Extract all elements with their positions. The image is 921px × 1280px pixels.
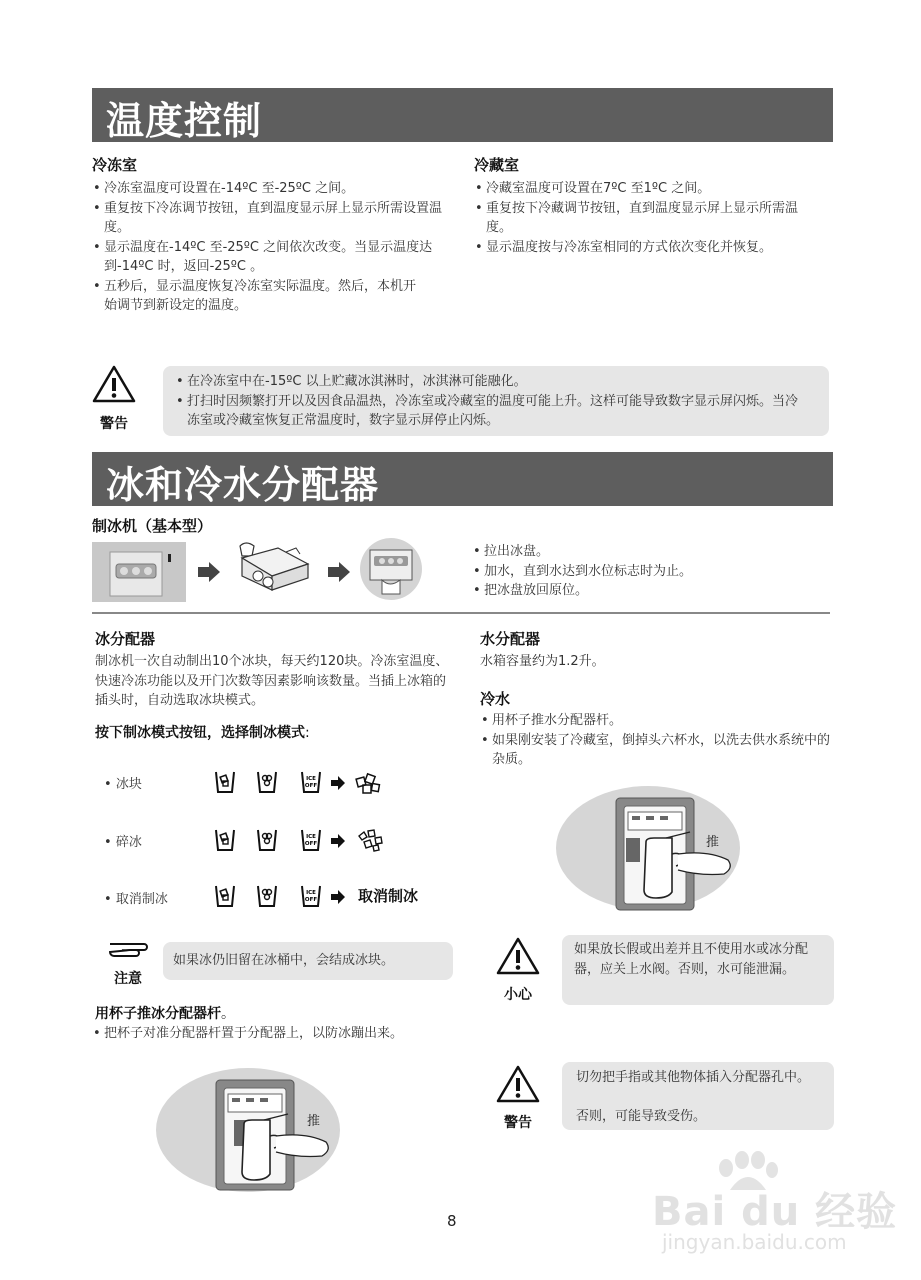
cold-water-list: [480, 711, 832, 770]
list-item: • 把杯子对准分配器杆置于分配器上，以防冰蹦出来。: [92, 1024, 462, 1044]
list-item: • 显示温度在-14ºC 至-25ºC 之间依次改变。当显示温度达到-14ºC 时，返回-25ºC 。: [92, 238, 442, 277]
section-banner-temperature: [92, 88, 833, 142]
icemaker-steps: [472, 542, 812, 601]
ice-off-button-icon[interactable]: [299, 828, 323, 852]
fridge-block: [474, 154, 824, 257]
tray-return-illustration: [358, 536, 424, 602]
svg-text:OFF: OFF: [304, 783, 318, 789]
warning-block-1: [88, 364, 140, 433]
mode-heading-text: 按下制冰模式按钮，选择制冰模式: [95, 725, 305, 741]
watermark-url: jingyan.baidu.com: [662, 1230, 847, 1254]
note-text: 如果冰仍旧留在冰桶中，会结成冰块。: [173, 953, 395, 968]
section-title: 温度控制: [106, 99, 263, 143]
cup-push-heading-dot: 。: [221, 1006, 235, 1022]
warning-triangle-icon: [91, 364, 137, 404]
list-item: • 用杯子推水分配器杆。: [480, 711, 832, 731]
cancel-ice-result: 取消制冰: [358, 887, 419, 905]
right-arrow-icon: [198, 562, 220, 582]
freezer-heading: 冷冻室: [92, 156, 138, 174]
crushed-ice-icon: [355, 828, 385, 854]
warning-box-2: [562, 1062, 834, 1130]
note-box: [163, 942, 453, 980]
push-label: 推: [307, 1114, 321, 1129]
right-arrow-icon: [331, 776, 345, 790]
list-item: • 五秒后，显示温度恢复冷冻室实际温度。然后，本机开始调节到新设定的温度。: [92, 277, 422, 316]
caution-block: [492, 936, 544, 1004]
note-block: [104, 938, 152, 988]
section-banner-dispenser: [92, 452, 833, 506]
warning-box-1: [163, 366, 829, 436]
cubed-ice-button-icon[interactable]: [213, 828, 237, 852]
ice-dispenser-illustration: [156, 1066, 346, 1196]
watermark-brand: Bai du 经验: [652, 1189, 898, 1235]
warning-label: 警告: [504, 1115, 532, 1131]
right-arrow-icon: [328, 562, 350, 582]
ice-off-button-icon[interactable]: [299, 770, 323, 794]
cup-push-heading-text: 用杯子推冰分配器杆: [95, 1006, 221, 1022]
mode-label-off: • 取消制冰: [104, 892, 168, 907]
page-number: 8: [447, 1212, 457, 1230]
ice-cubes-icon: [355, 772, 381, 796]
svg-text:ICE: ICE: [306, 776, 316, 782]
note-label: 注意: [114, 971, 142, 987]
ice-dispenser-text: 制冰机一次自动制出10个冰块，每天约120块。冷冻室温度、快速冷冻功能以及开门次数等因素影响该数量。当插上冰箱的插头时，自动选取冰块模式。: [95, 654, 449, 708]
mode-label-crushed: • 碎冰: [104, 835, 142, 850]
mode-label-text: 碎冰: [115, 835, 142, 850]
list-item: • 加水，直到水达到水位标志时为止。: [472, 562, 812, 582]
ice-off-button-icon[interactable]: [299, 884, 323, 908]
warning-text-line2: 否则，可能导致受伤。: [576, 1109, 707, 1124]
cup-push-heading: [95, 1003, 235, 1023]
right-arrow-icon: [331, 834, 345, 848]
mode-label-text: 冰块: [115, 777, 142, 792]
list-item: • 显示温度按与冷冻室相同的方式依次变化并恢复。: [474, 238, 819, 258]
crushed-ice-button-icon[interactable]: [255, 884, 279, 908]
list-item: • 如果刚安装了冷藏室，倒掉头六杯水，以洗去供水系统中的杂质。: [480, 731, 832, 770]
mode-label-text: 取消制冰: [115, 892, 168, 907]
water-dispenser-text: 水箱容量约为1.2升。: [480, 654, 605, 669]
crushed-ice-button-icon[interactable]: [255, 828, 279, 852]
list-item: • 冷冻室温度可设置在-14ºC 至-25ºC 之间。: [92, 179, 442, 199]
cold-water-block: [480, 688, 832, 770]
cup-push-list: [92, 1024, 462, 1044]
svg-text:ICE: ICE: [306, 834, 316, 840]
fridge-heading: 冷藏室: [474, 156, 520, 174]
mode-label-cubed: • 冰块: [104, 777, 142, 792]
caution-text: 如果放长假或出差并且不使用水或冰分配器，应关上水阀。否则，水可能泄漏。: [574, 942, 809, 977]
cubed-ice-button-icon[interactable]: [213, 884, 237, 908]
fridge-list: [474, 179, 819, 257]
push-label: 推: [706, 835, 720, 850]
crushed-ice-button-icon[interactable]: [255, 770, 279, 794]
list-item: • 重复按下冷藏调节按钮，直到温度显示屏上显示所需温度。: [474, 199, 811, 238]
divider: [92, 612, 830, 614]
caution-label: 小心: [504, 987, 532, 1003]
svg-text:ICE: ICE: [306, 890, 316, 896]
water-dispenser-block: [480, 628, 830, 672]
caution-triangle-icon: [495, 936, 541, 976]
baidu-watermark: [650, 1150, 910, 1260]
svg-text:OFF: OFF: [304, 841, 318, 847]
warning-triangle-icon: [495, 1064, 541, 1104]
water-dispenser-heading: 水分配器: [480, 630, 541, 648]
list-item: • 把冰盘放回原位。: [472, 581, 812, 601]
svg-text:OFF: OFF: [304, 897, 318, 903]
freezer-list: [92, 179, 442, 316]
warning-label: 警告: [100, 416, 128, 432]
water-fill-illustration: [228, 538, 318, 604]
section-title: 冰和冷水分配器: [106, 463, 380, 507]
ice-dispenser-heading: 冰分配器: [95, 630, 156, 648]
freezer-block: [92, 154, 452, 316]
list-item: • 拉出冰盘。: [472, 542, 812, 562]
caution-box: [562, 935, 834, 1005]
pointing-hand-icon: [106, 938, 150, 962]
list-item: • 打扫时因频繁打开以及因食品温热，冷冻室或冷藏室的温度可能上升。这样可能导致数字显示屏闪烁。当冷冻室或冷藏室恢复正常温度时，数字显示屏停止闪烁。: [175, 392, 805, 431]
right-arrow-icon: [331, 890, 345, 904]
warning-text-line1: 切勿把手指或其他物体插入分配器孔中。: [576, 1070, 811, 1085]
mode-heading-colon: :: [305, 725, 310, 741]
icemaker-tray-photo: [92, 542, 186, 602]
cold-water-heading: 冷水: [480, 690, 511, 708]
list-item: • 冷藏室温度可设置在7ºC 至1ºC 之间。: [474, 179, 819, 199]
list-item: • 重复按下冷冻调节按钮，直到温度显示屏上显示所需设置温度。: [92, 199, 442, 238]
icemaker-heading: 制冰机（基本型）: [92, 517, 213, 535]
warning-block-2: [492, 1064, 544, 1132]
cubed-ice-button-icon[interactable]: [213, 770, 237, 794]
list-item: • 在冷冻室中在-15ºC 以上贮藏冰淇淋时，冰淇淋可能融化。: [175, 372, 805, 392]
ice-dispenser-block: [95, 628, 455, 711]
mode-heading: [95, 722, 310, 742]
warning-list: [175, 372, 805, 431]
